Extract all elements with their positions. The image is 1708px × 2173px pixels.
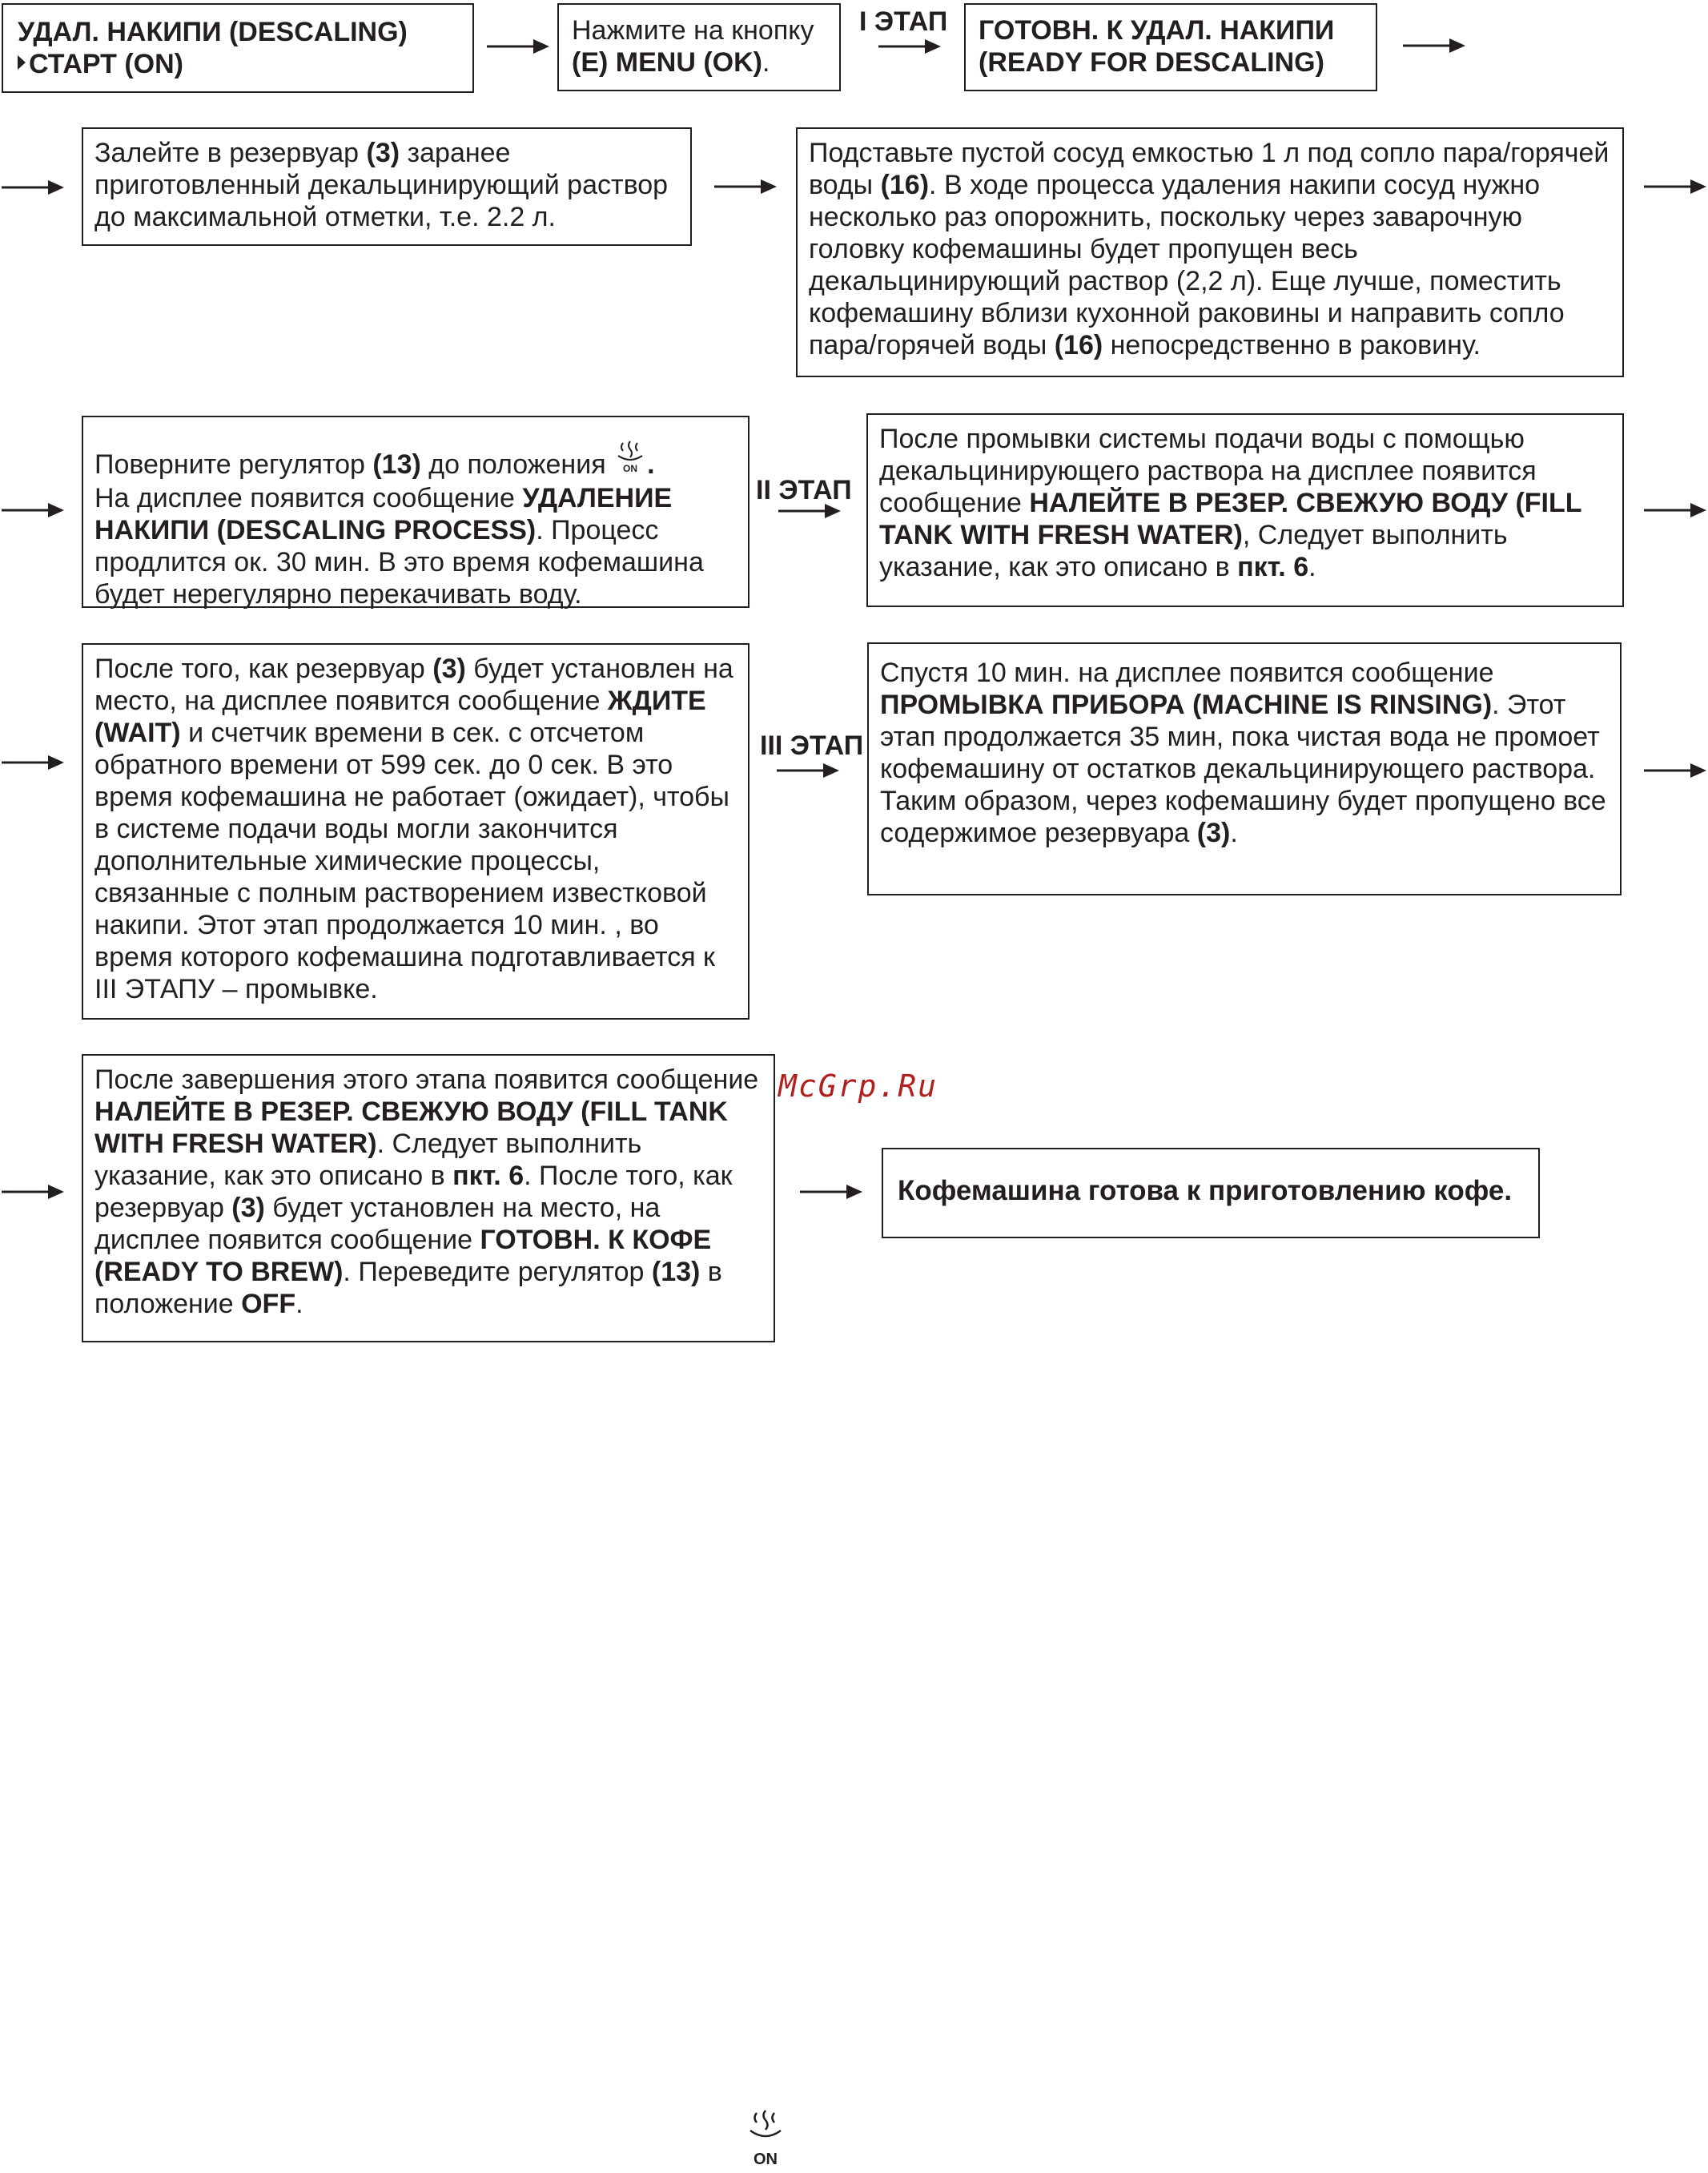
- wait-countdown-box: [82, 643, 750, 1020]
- descaling-start-line1: УДАЛ. НАКИПИ (DESCALING): [18, 17, 408, 47]
- coffee-ready-text: Кофемашина готова к приготовлению кофе.: [898, 1175, 1513, 1206]
- arrow-5: [714, 177, 778, 196]
- menu-button-box: Нажмите на кнопку (E) MENU (OK).: [557, 3, 841, 91]
- after-rinse-box: [866, 413, 1624, 607]
- steam-on-legend-icon: [745, 2108, 786, 2173]
- fill-reservoir-box: [82, 127, 692, 246]
- arrow-9: [1644, 501, 1708, 520]
- arrow-6: [1644, 177, 1708, 196]
- arrow-10: [2, 753, 66, 772]
- svg-text:ON: ON: [623, 463, 638, 474]
- arrow-8: [778, 501, 842, 521]
- menu-button-key: (E) MENU (OK): [572, 47, 762, 78]
- arrow-13: [2, 1182, 66, 1201]
- arrow-12: [1644, 761, 1708, 780]
- after-rinse-text: После промывки системы подачи воды с помощью декальцинирующего раствора на дисплее появится сообщение НАЛЕЙТЕ В РЕЗЕР. СВЕЖУЮ ВОДУ (FILL TANK WITH FRESH WATER), Следует выполнить указание, как это описано в пкт. 6.: [879, 424, 1581, 582]
- place-vessel-text: Подставьте пустой сосуд емкостью 1 л под сопло пара/горячей воды (16). В ходе процесса удаления накипи сосуд нужно несколько раз опорожнить, поскольку через заварочную головку кофемашины будет пропущен весь декальцинирующий раствор (2,2 л). Еще лучше, поместить кофемашину вблизи кухонной раковины и направить сопло пара/горячей воды (16) непосредственно в раковину.: [809, 138, 1610, 360]
- ready-line2: (READY FOR DESCALING): [979, 47, 1324, 78]
- machine-rinsing-box: [867, 642, 1622, 895]
- arrow-14: [800, 1182, 864, 1201]
- stage-3-label: III ЭТАП: [760, 730, 864, 761]
- wait-countdown-text: После того, как резервуар (3) будет установлен на место, на дисплее появится сообщение ЖДИТЕ (WAIT) и счетчик времени в сек. с отсчетом обратного времени от 599 сек. до 0 сек. В это время кофемашина не работает (ожидает), чтобы в системе подачи воды могли закончится дополнительные химические процессы, связанные с полным растворением известковой накипи. Этот этап продолжается 10 мин. , во время которого кофемашина подготавливается к III ЭТАПУ – промывке.: [94, 654, 733, 1004]
- arrow-1: [487, 37, 551, 56]
- ready-for-descaling-box: [964, 3, 1377, 91]
- arrow-7: [2, 501, 66, 520]
- menu-button-line1: Нажмите на кнопку: [572, 15, 814, 46]
- turn-regulator-text: Поверните регулятор (13) до положения ON . На дисплее появится сообщение УДАЛЕНИЕ НАКИПИ (DESCALING PROCESS). Процесс продлится ок. 30 мин. В это время кофемашина будет нерегулярно перекачивать воду.: [94, 440, 737, 610]
- place-vessel-box: [796, 127, 1624, 377]
- final-fill-box: [82, 1054, 775, 1342]
- stage-2-label: II ЭТАП: [756, 475, 852, 505]
- coffee-ready-box: [882, 1148, 1540, 1238]
- fill-reservoir-text: Залейте в резервуар (3) заранее приготовленный декальцинирующий раствор до максимальной отметки, т.е. 2.2 л.: [94, 138, 669, 232]
- ready-line1: ГОТОВН. К УДАЛ. НАКИПИ: [979, 15, 1335, 46]
- arrow-2: [878, 37, 942, 56]
- steam-on-icon: [613, 440, 647, 482]
- arrow-3: [1403, 36, 1467, 55]
- turn-regulator-box: [82, 416, 750, 608]
- stage-1-label: I ЭТАП: [859, 6, 948, 37]
- descaling-start-box: [2, 3, 474, 93]
- machine-rinsing-text: Спустя 10 мин. на дисплее появится сообщение ПРОМЫВКА ПРИБОРА (MACHINE IS RINSING). Этот этап продолжается 35 мин, пока чистая вода не промоет кофемашину от остатков декальцинирующего раствора. Таким образом, через кофемашину будет пропущено все содержимое резервуара (3).: [880, 658, 1606, 848]
- watermark: McGrp.Ru: [778, 1068, 938, 1104]
- arrow-4: [2, 178, 66, 197]
- final-fill-text: После завершения этого этапа появится сообщение НАЛЕЙТЕ В РЕЗЕР. СВЕЖУЮ ВОДУ (FILL TANK WITH FRESH WATER). Следует выполнить указание, как это описано в пкт. 6. После того, как резервуар (3) будет установлен на место, на дисплее появится сообщение ГОТОВН. К КОФЕ (READY TO BREW). Переведите регулятор (13) в положение OFF.: [94, 1064, 759, 1319]
- triangle-marker-icon: [18, 55, 26, 70]
- arrow-11: [777, 761, 841, 780]
- svg-text:ON: ON: [754, 2151, 778, 2168]
- descaling-start-line2: СТАРТ (ON): [29, 49, 183, 79]
